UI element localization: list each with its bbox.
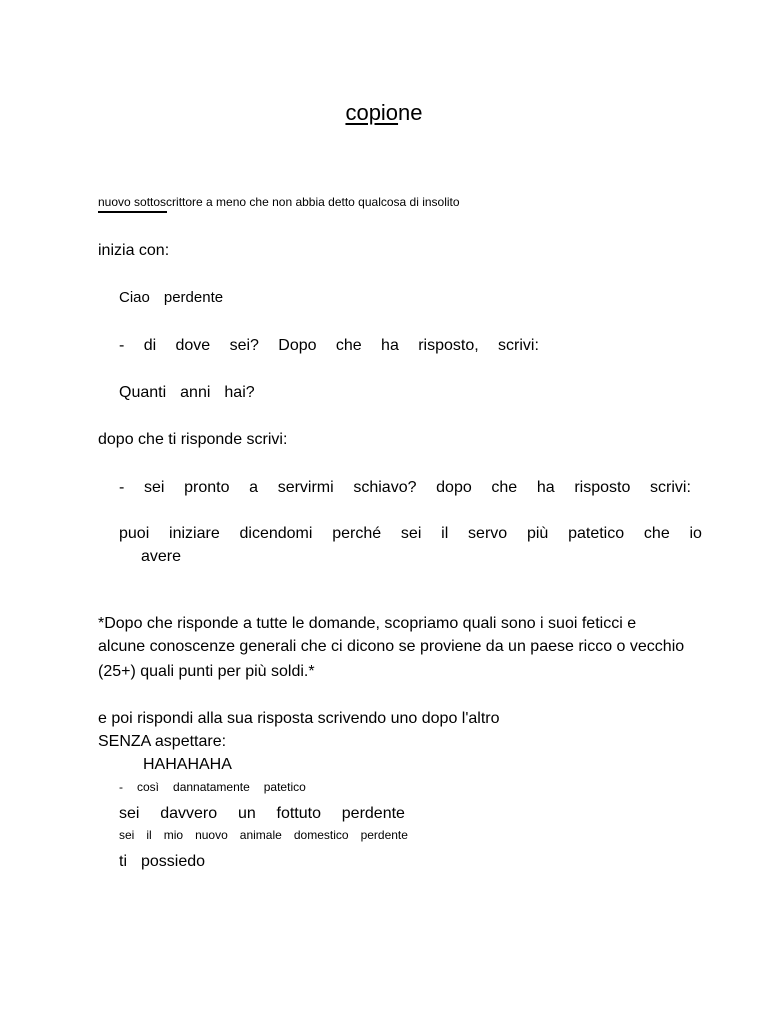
reply-intro-line1: e poi rispondi alla sua risposta scrivendo uno dopo l'altro bbox=[98, 710, 500, 727]
word: più bbox=[526, 525, 549, 542]
word: puoi bbox=[119, 525, 150, 542]
word: così bbox=[137, 780, 160, 794]
word: scrivi: bbox=[650, 479, 691, 496]
word: ti bbox=[119, 853, 127, 870]
word: di bbox=[143, 337, 157, 354]
question-why-line2: avere bbox=[141, 548, 182, 565]
title-rest-part: ne bbox=[398, 100, 423, 125]
word: il bbox=[441, 525, 449, 542]
word: dannatamente bbox=[173, 780, 250, 794]
word: fottuto bbox=[276, 805, 321, 822]
word: animale bbox=[239, 828, 282, 842]
word: nuovo bbox=[195, 828, 228, 842]
word: perché bbox=[332, 525, 382, 542]
word: iniziare bbox=[169, 525, 220, 542]
word: dove bbox=[175, 337, 211, 354]
word: domestico bbox=[293, 828, 349, 842]
greeting-line bbox=[119, 289, 237, 306]
reply-laugh: HAHAHAHA bbox=[143, 756, 232, 773]
word: - bbox=[119, 337, 125, 354]
word: sei? bbox=[229, 337, 259, 354]
word: risposto, bbox=[418, 337, 479, 354]
question-origin bbox=[119, 337, 539, 355]
word: dicendomi bbox=[239, 525, 313, 542]
word: sei bbox=[119, 805, 140, 822]
word: perdente bbox=[341, 805, 405, 822]
paragraph-line3: (25+) quali punti per più soldi.* bbox=[98, 663, 315, 680]
word: anni bbox=[180, 384, 211, 401]
word: pronto bbox=[184, 479, 230, 496]
word: servo bbox=[468, 525, 508, 542]
word: sei bbox=[119, 828, 135, 842]
word: che bbox=[643, 525, 670, 542]
word: servirmi bbox=[277, 479, 334, 496]
word: che bbox=[335, 337, 362, 354]
word: dopo bbox=[436, 479, 472, 496]
reply-intro-line2: SENZA aspettare: bbox=[98, 733, 227, 750]
word: possiedo bbox=[141, 853, 206, 870]
word: - bbox=[119, 479, 125, 496]
paragraph-line1: *Dopo che risponde a tutte le domande, scopriamo quali sono i suoi feticci e bbox=[98, 615, 637, 632]
word: a bbox=[249, 479, 259, 496]
page-title bbox=[0, 100, 768, 126]
word: perdente bbox=[163, 289, 224, 306]
word: il bbox=[146, 828, 152, 842]
question-age bbox=[119, 384, 269, 402]
after-reply-text: dopo che ti risponde scrivi: bbox=[98, 431, 288, 448]
word: hai? bbox=[224, 384, 255, 401]
word: che bbox=[491, 479, 518, 496]
reply-loser bbox=[119, 805, 405, 823]
word: patetico bbox=[263, 780, 306, 794]
word: ha bbox=[381, 337, 399, 354]
word: Ciao bbox=[119, 289, 150, 306]
word: Quanti bbox=[119, 384, 167, 401]
question-why-line1 bbox=[119, 525, 702, 543]
paragraph-line2: alcune conoscenze generali che ci dicono se proviene da un paese ricco o vecchio bbox=[98, 638, 685, 655]
word: sei bbox=[143, 479, 165, 496]
word: Dopo bbox=[278, 337, 317, 354]
intro-text: inizia con: bbox=[98, 242, 170, 259]
title-underlined-part: copio bbox=[345, 100, 399, 125]
word: un bbox=[237, 805, 256, 822]
word: davvero bbox=[160, 805, 218, 822]
word: schiavo? bbox=[353, 479, 417, 496]
word: mio bbox=[163, 828, 184, 842]
word: risposto bbox=[574, 479, 631, 496]
word: - bbox=[119, 780, 123, 794]
word: ha bbox=[536, 479, 555, 496]
subscriber-note: nuovo sottoscrittore a meno che non abbia detto qualcosa di insolito bbox=[98, 195, 460, 209]
reply-pathetic bbox=[119, 780, 320, 794]
reply-own bbox=[119, 853, 219, 871]
word: io bbox=[689, 525, 702, 542]
word: scrivi: bbox=[498, 337, 539, 354]
reply-pet bbox=[119, 828, 408, 842]
question-ready bbox=[119, 479, 691, 497]
word: patetico bbox=[568, 525, 625, 542]
word: perdente bbox=[360, 828, 408, 842]
word: sei bbox=[400, 525, 422, 542]
note-underline bbox=[98, 211, 167, 213]
